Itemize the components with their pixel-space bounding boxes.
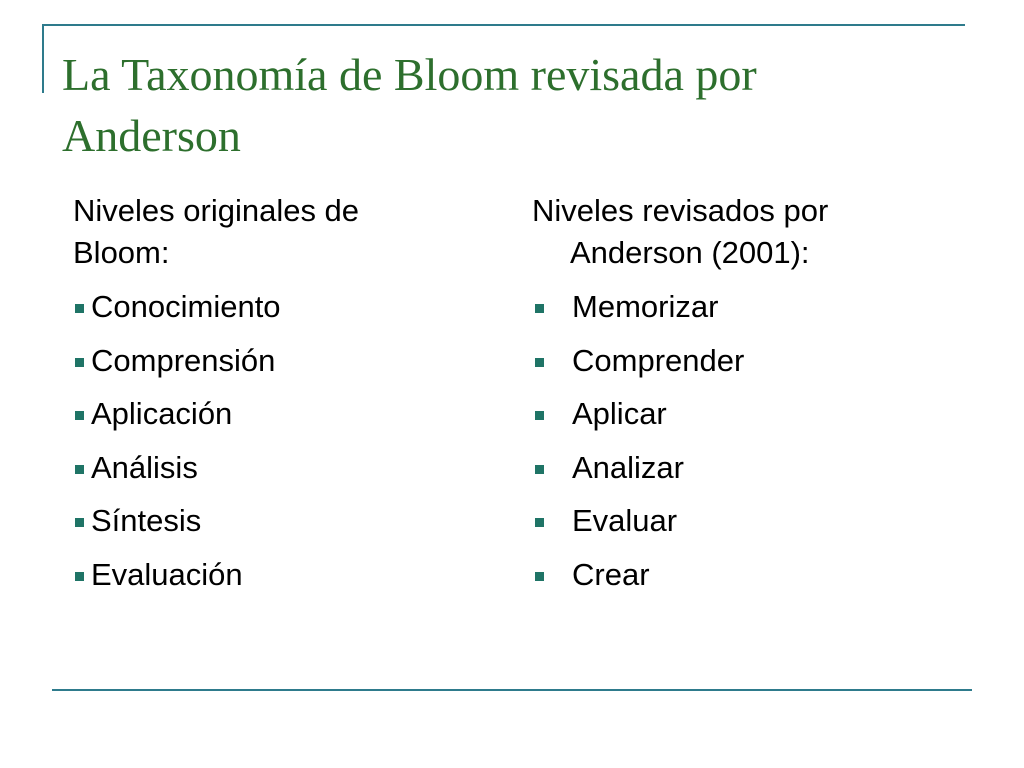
- list-item-label: Memorizar: [572, 289, 719, 324]
- revised-levels-list: [532, 280, 962, 601]
- list-item: [532, 494, 962, 548]
- square-bullet-icon: [75, 518, 84, 527]
- list-item: [73, 280, 453, 334]
- list-item: [73, 387, 453, 441]
- bottom-divider-line: [52, 689, 972, 691]
- list-item: [532, 387, 962, 441]
- list-item-label: Evaluación: [91, 556, 243, 592]
- square-bullet-icon: [535, 465, 544, 474]
- revised-levels-column: [532, 190, 962, 601]
- list-item: [532, 548, 962, 602]
- list-item: [73, 441, 453, 495]
- square-bullet-icon: [75, 465, 84, 474]
- list-item-label: Análisis: [91, 449, 198, 485]
- list-item-label: Aplicar: [572, 396, 667, 431]
- original-levels-list: [73, 280, 453, 601]
- list-item-label: Comprender: [572, 342, 745, 378]
- original-levels-column: [73, 190, 453, 601]
- list-item-label: Comprensión: [91, 342, 276, 378]
- list-item: [73, 548, 453, 602]
- list-item-label: Evaluar: [572, 503, 678, 538]
- square-bullet-icon: [535, 358, 544, 367]
- square-bullet-icon: [535, 572, 544, 581]
- list-item: [532, 441, 962, 495]
- list-item: [532, 334, 962, 388]
- list-item-label: Conocimiento: [91, 289, 281, 324]
- list-item-label: Síntesis: [91, 503, 202, 538]
- square-bullet-icon: [75, 304, 84, 313]
- list-item-label: Analizar: [572, 449, 684, 485]
- square-bullet-icon: [535, 518, 544, 527]
- left-accent-line: [42, 24, 44, 93]
- square-bullet-icon: [75, 572, 84, 581]
- revised-levels-heading: Niveles revisados por Anderson (2001):: [532, 193, 829, 270]
- square-bullet-icon: [75, 411, 84, 420]
- list-item: [532, 280, 962, 334]
- square-bullet-icon: [535, 304, 544, 313]
- list-item-label: Aplicación: [91, 396, 233, 431]
- original-levels-heading: Niveles originales de Bloom:: [73, 193, 360, 270]
- list-item-label: Crear: [572, 556, 650, 592]
- top-divider-line: [42, 24, 965, 26]
- list-item: [73, 334, 453, 388]
- square-bullet-icon: [535, 411, 544, 420]
- square-bullet-icon: [75, 358, 84, 367]
- slide-title: La Taxonomía de Bloom revisada por Anderson: [62, 49, 757, 161]
- list-item: [73, 494, 453, 548]
